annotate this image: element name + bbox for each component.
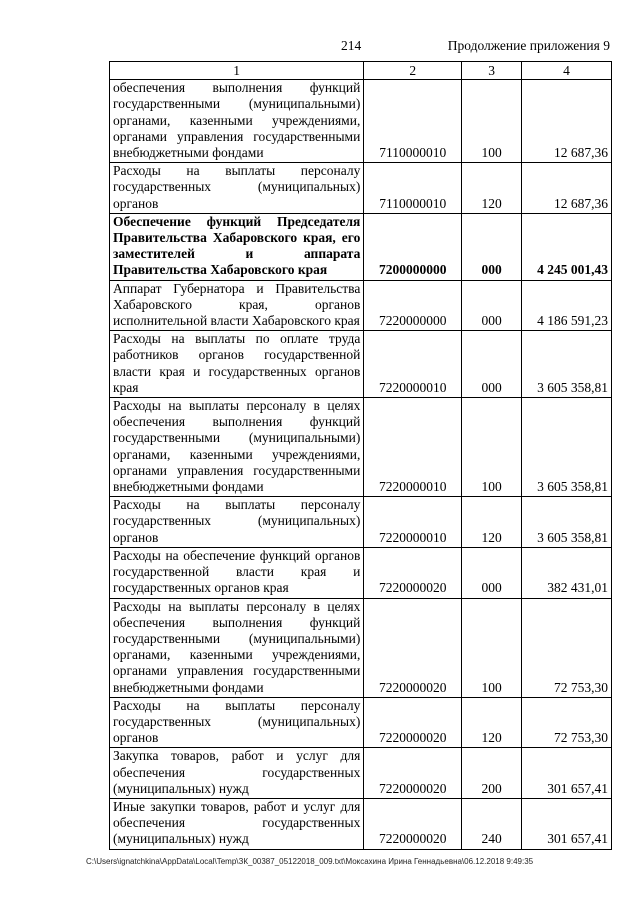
amount-cell: 301 657,41 (522, 748, 612, 799)
expense-name-cell: Расходы на выплаты персоналу государственных (муниципальных) органов (110, 497, 364, 548)
target-code-cell: 7200000000 (364, 213, 462, 280)
table-row (110, 398, 612, 497)
table-row (110, 697, 612, 748)
expense-type-cell: 120 (462, 163, 522, 214)
column-header-4: 4 (522, 62, 612, 80)
target-code-cell: 7220000010 (364, 497, 462, 548)
table-header-row (110, 62, 612, 80)
target-code-cell: 7220000020 (364, 598, 462, 697)
target-code-cell: 7110000010 (364, 163, 462, 214)
table-row (110, 280, 612, 331)
expense-type-cell: 200 (462, 748, 522, 799)
expense-name-cell: Расходы на выплаты персоналу государственных (муниципальных) органов (110, 697, 364, 748)
column-header-3: 3 (462, 62, 522, 80)
expense-name-cell: Закупка товаров, работ и услуг для обеспечения государственных (муниципальных) нужд (110, 748, 364, 799)
expense-name-cell: Расходы на выплаты по оплате труда работников органов государственной власти края и государственных органов края (110, 331, 364, 398)
target-code-cell: 7220000020 (364, 547, 462, 598)
expense-type-cell: 100 (462, 598, 522, 697)
expense-type-cell: 100 (462, 398, 522, 497)
amount-cell: 4 245 001,43 (522, 213, 612, 280)
table-row (110, 331, 612, 398)
amount-cell: 3 605 358,81 (522, 497, 612, 548)
expense-type-cell: 120 (462, 697, 522, 748)
expense-type-cell: 000 (462, 331, 522, 398)
amount-cell: 382 431,01 (522, 547, 612, 598)
expense-name-cell: Иные закупки товаров, работ и услуг для обеспечения государственных (муниципальных) нужд (110, 798, 364, 849)
expense-type-cell: 100 (462, 80, 522, 163)
expense-name-cell: Обеспечение функций Председателя Правительства Хабаровского края, его заместителей и аппарата Правительства Хабаровского края (110, 213, 364, 280)
expense-name-cell: обеспечения выполнения функций государственными (муниципальными) органами, казенными учреждениями, органами управления государственными внебюджетными фондами (110, 80, 364, 163)
target-code-cell: 7220000000 (364, 280, 462, 331)
expense-type-cell: 240 (462, 798, 522, 849)
expense-name-cell: Расходы на обеспечение функций органов государственной власти края и государственных органов края (110, 547, 364, 598)
amount-cell: 12 687,36 (522, 163, 612, 214)
table-row (110, 497, 612, 548)
target-code-cell: 7220000020 (364, 748, 462, 799)
table-row (110, 80, 612, 163)
amount-cell: 12 687,36 (522, 80, 612, 163)
amount-cell: 72 753,30 (522, 598, 612, 697)
target-code-cell: 7220000020 (364, 697, 462, 748)
target-code-cell: 7220000010 (364, 398, 462, 497)
table-row (110, 163, 612, 214)
amount-cell: 3 605 358,81 (522, 331, 612, 398)
expense-name-cell: Аппарат Губернатора и Правительства Хабаровского края, органов исполнительной власти Хабаровского края (110, 280, 364, 331)
continuation-note: Продолжение приложения 9 (447, 38, 610, 53)
table-row (110, 213, 612, 280)
table-row (110, 748, 612, 799)
amount-cell: 72 753,30 (522, 697, 612, 748)
column-header-1: 1 (110, 62, 364, 80)
amount-cell: 4 186 591,23 (522, 280, 612, 331)
footer-file-path: C:\Users\ignatchkina\AppData\Local\Temp\ЗК_00387_05122018_009.txt\Моксахина Ирина Геннадьевна\06.12.2018 9:49:35 (86, 857, 534, 866)
table-body (110, 80, 612, 849)
target-code-cell: 7220000010 (364, 331, 462, 398)
column-header-2: 2 (364, 62, 462, 80)
expense-name-cell: Расходы на выплаты персоналу в целях обеспечения выполнения функций государственными (муниципальными) органами, казенными учреждениями, органами управления государственными внебюджетными фондами (110, 398, 364, 497)
expense-type-cell: 000 (462, 213, 522, 280)
table-row (110, 547, 612, 598)
target-code-cell: 7220000020 (364, 798, 462, 849)
budget-table (109, 61, 612, 850)
page-number: 214 (341, 38, 362, 53)
target-code-cell: 7110000010 (364, 80, 462, 163)
table-row (110, 598, 612, 697)
expense-name-cell: Расходы на выплаты персоналу в целях обеспечения выполнения функций государственными (муниципальными) органами, казенными учреждениями, органами управления государственными внебюджетными фондами (110, 598, 364, 697)
table-row (110, 798, 612, 849)
amount-cell: 301 657,41 (522, 798, 612, 849)
expense-type-cell: 000 (462, 280, 522, 331)
expense-type-cell: 000 (462, 547, 522, 598)
expense-type-cell: 120 (462, 497, 522, 548)
expense-name-cell: Расходы на выплаты персоналу государственных (муниципальных) органов (110, 163, 364, 214)
amount-cell: 3 605 358,81 (522, 398, 612, 497)
